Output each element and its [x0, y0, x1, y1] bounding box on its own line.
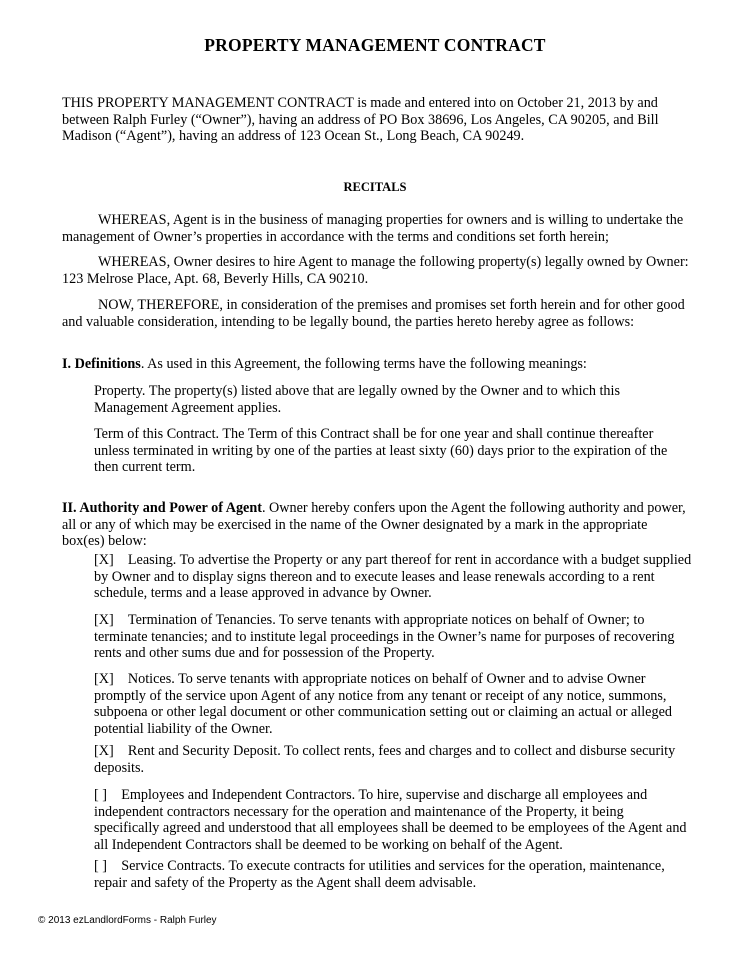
page-title: PROPERTY MANAGEMENT CONTRACT	[204, 35, 546, 55]
intro-paragraph: THIS PROPERTY MANAGEMENT CONTRACT is made and entered into on October 21, 2013 by and between Ralph Furley (“Owner”), having an address of PO Box 38696, Los Angeles, CA 90205, and Bill Madison (“Agent”), having an address of 123 Ocean St., Long Beach, CA 90249.	[62, 95, 659, 145]
recital-now-therefore: NOW, THEREFORE, in consideration of the premises and promises set forth herein and for other good and valuable consideration, intending to be legally bound, the parties hereto hereby agree as follows:	[62, 297, 685, 330]
authority-item-text: Notices. To serve tenants with appropriate notices on behalf of Owner and to advise Owner promptly of the service upon Agent of any notice from any tenant or receipt of any notice, summons, subpoena or other legal document or other communication setting out or claiming an actual or alleged potential liability of the Owner.	[94, 671, 672, 737]
recitals-heading: RECITALS	[343, 180, 407, 194]
authority-item-text: Termination of Tenancies. To serve tenants with appropriate notices on behalf of Owner; to terminate tenancies; and to institute legal proceedings in the Owner’s name for purposes of recovering rents and other sums due and for possession of the Property.	[94, 612, 675, 662]
authority-item-text: Leasing. To advertise the Property or any part thereof for rent in accordance with a budget supplied by Owner and to display signs thereon and to execute leases and lease renewals according to a rent schedule, terms and a lease approved in advance by Owner.	[94, 552, 692, 602]
footer-copyright: © 2013 ezLandlordForms - Ralph Furley	[38, 915, 217, 926]
authority-item-termination	[94, 612, 692, 662]
authority-item-text: Employees and Independent Contractors. To hire, supervise and discharge all employees and independent contractors necessary for the operation and maintenance of the Property, it being specifically agreed and understood that all employees shall be deemed to be employees of the Agent and all Independent Contractors shall be deemed to be working on behalf of the Agent.	[94, 787, 687, 853]
checkbox-mark: [ ]	[94, 858, 107, 874]
recital-whereas-2: WHEREAS, Owner desires to hire Agent to manage the following property(s) legally owned by Owner: 123 Melrose Place, Apt. 68, Beverly Hills, CA 90210.	[62, 254, 689, 287]
checkbox-mark: [ ]	[94, 787, 107, 803]
authority-item-employees	[94, 787, 692, 853]
recital-whereas-1: WHEREAS, Agent is in the business of managing properties for owners and is willing to undertake the management of Owner’s properties in accordance with the terms and conditions set forth herein;	[62, 212, 684, 245]
authority-item-text: Service Contracts. To execute contracts for utilities and services for the operation, maintenance, repair and safety of the Property as the Agent shall deem advisable.	[94, 858, 665, 891]
authority-item-rent	[94, 743, 692, 776]
section-1-text: . As used in this Agreement, the following terms have the following meanings:	[140, 356, 587, 372]
section-2-heading: II. Authority and Power of Agent	[62, 500, 262, 516]
definition-property: Property. The property(s) listed above that are legally owned by the Owner and to which this Management Agreement applies.	[94, 383, 620, 416]
authority-item-service-contracts	[94, 858, 692, 891]
authority-item-leasing	[94, 552, 692, 602]
checkbox-mark: [X]	[94, 743, 114, 759]
definition-term: Term of this Contract. The Term of this Contract shall be for one year and shall continue thereafter unless terminated in writing by one of the parties at least sixty (60) days prior to the expiration of the then current term.	[94, 426, 668, 476]
authority-item-notices	[94, 671, 692, 737]
section-2-paragraph	[62, 500, 692, 550]
checkbox-mark: [X]	[94, 671, 114, 687]
authority-item-text: Rent and Security Deposit. To collect rents, fees and charges and to collect and disburse security deposits.	[94, 743, 676, 776]
section-1-heading: I. Definitions	[62, 356, 141, 372]
section-1-paragraph	[62, 356, 692, 373]
checkbox-mark: [X]	[94, 612, 114, 628]
checkbox-mark: [X]	[94, 552, 114, 568]
section-2-text: . Owner hereby confers upon the Agent the following authority and power, all or any of which may be exercised in the name of the Owner designated by a mark in the appropriate box(es) below:	[62, 500, 686, 550]
